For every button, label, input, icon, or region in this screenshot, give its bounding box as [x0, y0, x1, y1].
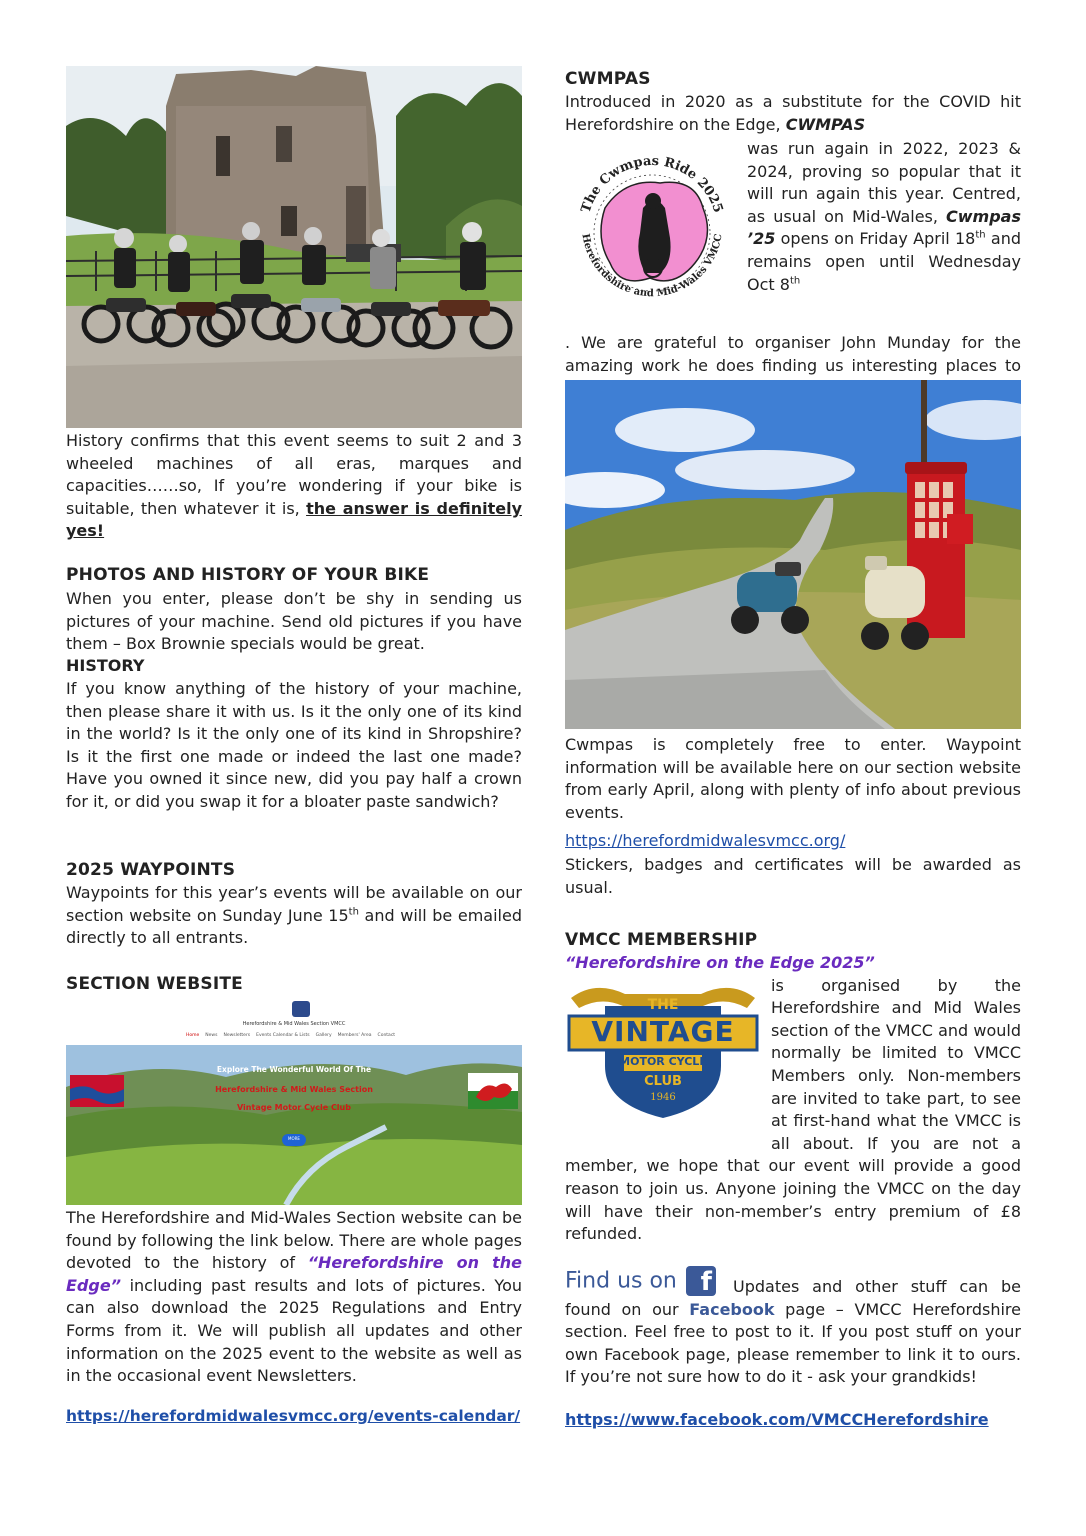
cwmpas-caps-emphasis: CWMPAS: [785, 114, 866, 134]
website-more-button[interactable]: MORE: [288, 1136, 300, 1141]
website-nav-gallery[interactable]: Gallery: [315, 1033, 332, 1038]
facebook-page-link[interactable]: https://www.facebook.com/VMCCHerefordshire: [565, 1410, 989, 1429]
cwmpas-ride-badge: [565, 138, 739, 322]
website-nav-events[interactable]: Events Calendar & Lists: [256, 1033, 310, 1038]
vmcc-logo-motor: MOTOR CYCLE: [619, 1055, 707, 1068]
website-nav-members[interactable]: Members' Area: [337, 1033, 372, 1038]
history-detail-paragraph: If you know anything of the history of your machine, then please share it with us. Is it the only one of its kind in the world? Is it the only one of its kind in Shropshire? Is it the first one made or indeed the last one made? Have you owned it since new, did you pay half a crown for it, or did you swap it for a bloater paste sandwich?: [66, 679, 522, 811]
cwmpas-25-emphasis: Cwmpas ’25: [747, 206, 1021, 249]
cwmpas-wrap-paragraph: was run again in 2022, 2023 & 2024, proving so popular that it will run again this year. Centred, as usual on Mid-Wales, Cwmpas ’25 opens on Friday April 18th and remains open until Wednesday Oct 8th: [747, 139, 1022, 294]
website-explore: Explore The Wonderful World Of The: [216, 1065, 372, 1074]
membership-text-wrap: [565, 952, 1021, 1246]
vmcc-logo-the: THE: [647, 997, 679, 1013]
history-paragraph: [66, 430, 522, 543]
website-heading: SECTION WEBSITE: [66, 974, 243, 994]
cwmpas-intro: Introduced in 2020 as a substitute for the COVID hit Herefordshire on the Edge, CWMPAS: [565, 92, 1021, 134]
stickers-paragraph: Stickers, badges and certificates will be awarded as usual.: [565, 855, 1021, 897]
website-title-line1: Herefordshire & Mid Wales Section: [215, 1085, 373, 1094]
badge-bottom-text: Herefordshire and Mid-Wales VMCC: [579, 232, 725, 300]
cwmpas-heading: CWMPAS: [565, 69, 651, 89]
membership-heading: VMCC MEMBERSHIP: [565, 930, 758, 950]
website-nav-news[interactable]: News: [205, 1033, 218, 1038]
website-title-line2: Vintage Motor Cycle Club: [237, 1103, 351, 1112]
vmcc-logo-vintage: VINTAGE: [591, 1015, 735, 1048]
badge-top-text: The Cwmpas Ride 2025: [578, 153, 726, 215]
event-name-emphasis: “Herefordshire on the Edge”: [66, 1253, 523, 1295]
website-nav-newsletters[interactable]: Newsletters: [223, 1033, 251, 1038]
cwmpas-free-paragraph: Cwmpas is completely free to enter. Waypoint information will be available here on our section website from early April, along with plenty of info about previous events.: [565, 735, 1021, 822]
history-text: History confirms that this event seems to suit 2 and 3 wheeled machines of all eras, marques and capacities……so, If you’re wondering if your bike is suitable, then whatever it is,: [66, 431, 522, 518]
website-club-name: Herefordshire & Mid Wales Section VMCC: [242, 1021, 346, 1027]
website-nav: [186, 1033, 406, 1038]
website-nav-home[interactable]: Home: [186, 1033, 200, 1038]
website-nav-contact[interactable]: Contact: [377, 1033, 396, 1038]
answer-emphasis: the answer is definitely yes!: [66, 498, 522, 541]
website-paragraph: The Herefordshire and Mid-Wales Section website can be found by following the link below. There are whole pages devoted to the history of “Herefordshire on the Edge” including past results and lots of pictures. You can also download the 2025 Regulations and Entry Forms from it. We will publish all updates and other information on the 2025 event to the website as well as in the occasional event Newsletters.: [66, 1208, 523, 1386]
waypoints-heading: 2025 WAYPOINTS: [66, 860, 236, 880]
vmcc-logo-year: 1946: [650, 1092, 676, 1103]
cwmpas-thanks-paragraph: . We are grateful to organiser John Munday for the amazing work he does finding us interesting places to: [565, 333, 1021, 375]
photos-heading: PHOTOS AND HISTORY OF YOUR BIKE: [66, 565, 430, 585]
photos-paragraph: When you enter, please don’t be shy in sending us pictures of your machine. Send old pictures if you have them – Box Brownie specials would be great.: [66, 589, 522, 654]
website-screenshot[interactable]: [66, 997, 522, 1205]
find-us-on-label: Find us on: [565, 1268, 677, 1294]
facebook-word: Facebook: [689, 1299, 775, 1319]
vmcc-logo-club: CLUB: [644, 1074, 682, 1089]
facebook-paragraph: Updates and other stuff can be found on our Facebook page – VMCC Herefordshire section. Feel free to post to it. If you post stuff on your own Facebook page, please remember to link it to ours. If you’re not sure how to do it - ask your grandkids!: [565, 1277, 1022, 1387]
waypoints-paragraph: Waypoints for this year’s events will be available on our section website on Sunday June 15th and will be emailed directly to all entrants.: [66, 883, 522, 948]
website-events-link[interactable]: https://herefordmidwalesvmcc.org/events-calendar/: [66, 1407, 521, 1425]
phone-box-scooters-photo: [565, 380, 1021, 729]
cwmpas-website-link[interactable]: https://herefordmidwalesvmcc.org/: [565, 831, 846, 850]
history-heading: HISTORY: [66, 656, 145, 675]
facebook-icon[interactable]: f: [686, 1266, 716, 1296]
riders-castle-photo: [66, 66, 522, 428]
membership-event-name: “Herefordshire on the Edge 2025”: [565, 953, 875, 972]
membership-text: is organised by the Herefordshire and Mid Wales section of the VMCC and would normally be limited to VMCC Members only. Non-members are invited to take part, to see at first-hand what the VMCC is all about. If you are not a member, we hope that our event will provide a good reason to join us. Anyone joining the VMCC on the day will have their non-member’s entry premium of £8 refunded.: [565, 975, 1021, 1244]
